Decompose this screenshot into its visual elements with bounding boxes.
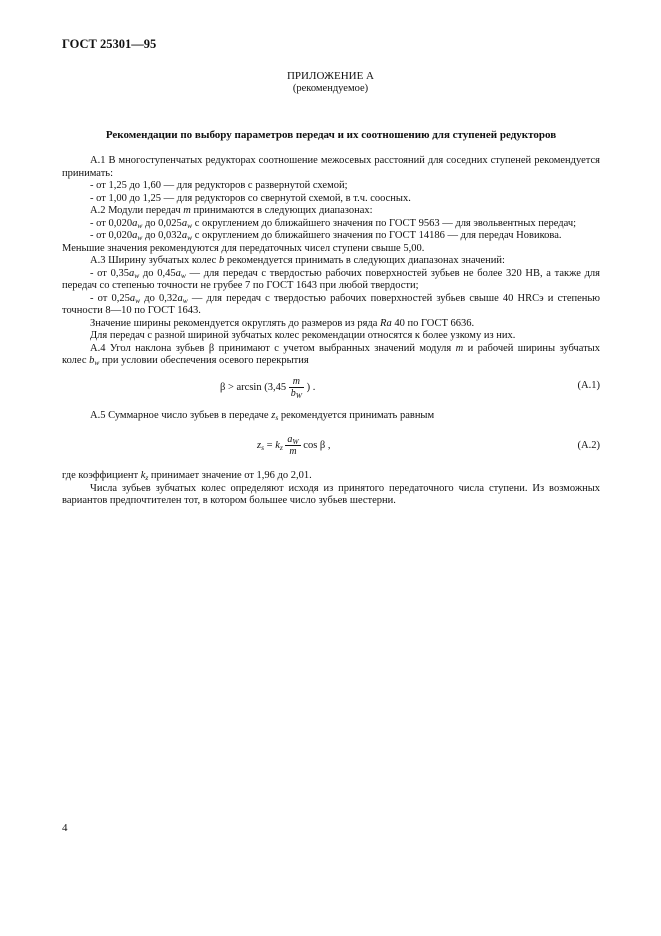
list-item: - от $0,25a_w$ до $0,32a_w$ — для передач с твердостью рабочих поверхностей зубьев свыше 40 HRCэ и степенью точности 8—10 по ГОСТ 1643. xyxy=(62,292,601,316)
appendix-subtitle: (рекомендуемое) xyxy=(292,83,369,94)
document-header: ГОСТ 25301—95 xyxy=(62,37,157,51)
list-item: - от $0,35a_w$ до $0,45a_w$ — для передач с твердостью рабочих поверхностей зубьев не более 320 НВ, а также для передач со степенью точности не грубее 7 по ГОСТ 1643 при любой твердости; xyxy=(62,267,600,291)
paragraph-a2: А.2 Модули передач m принимаются в следующих диапазонах: xyxy=(90,205,373,216)
list-item: - от 1,00 до 1,25 — для редукторов со свернутой схемой, в т.ч. соосных. xyxy=(90,192,411,204)
fraction: $\frac{a_W}{m}$ xyxy=(287,434,299,457)
document-body xyxy=(62,155,600,508)
equation-a1: β > arcsin (3,45 $\frac{m}{b_W}$ ) . (А.1) xyxy=(220,375,600,400)
list-item: - от 1,25 до 1,60 — для редукторов с развернутой схемой; xyxy=(90,180,348,191)
page-number: 4 xyxy=(62,822,68,834)
list-item: - от $0,020a_w$ до $0,032a_w$ с округлением до ближайшего значения по ГОСТ 14186 — для передач Новикова. xyxy=(90,230,562,242)
paragraph-final: Числа зубьев зубчатых колес определяют исходя из принятого передаточного числа ступени. Из возможных вариантов предпочтителен тот, в котором большее число зубьев шестерни. xyxy=(62,482,600,506)
paragraph-a1: А.1 В многоступенчатых редукторах соотношение межосевых расстояний для соседних ступеней рекомендуется принимать: xyxy=(62,155,600,179)
equation-number: (А.2) xyxy=(577,440,600,451)
paragraph-a3-round: Значение ширины рекомендуется округлять до размеров из ряда Ra 40 по ГОСТ 6636. xyxy=(90,317,475,329)
paragraph-coef: где коэффициент $k_z$ принимает значение от 1,96 до 2,01. xyxy=(62,470,312,482)
paragraph-a2-note: Меньшие значения рекомендуются для передаточных чисел ступени свыше 5,00. xyxy=(62,242,425,254)
fraction: $\frac{m}{b_W}$ xyxy=(290,375,302,400)
equation-a2: $z_s = k_z$ $\frac{a_W}{m}$ cos β , (А.2) xyxy=(257,434,600,457)
section-title: Рекомендации по выбору параметров передач и их соотношению для ступеней редукторов xyxy=(105,129,557,141)
paragraph-a4: А.4 Угол наклона зубьев β принимают с учетом выбранных значений модуля m и рабочей ширины зубчатых колес $b_w$ при условии обеспечения осевого перекрытия xyxy=(62,342,600,367)
list-item: - от $0,020a_w$ до $0,025a_w$ с округлением до ближайшего значения по ГОСТ 9563 — для эвольвентных передач; xyxy=(90,217,577,230)
equation-number: (А.1) xyxy=(577,379,600,391)
paragraph-a5: А.5 Суммарное число зубьев в передаче $z_s$ рекомендуется принимать равным xyxy=(90,409,435,422)
paragraph-a3-diff: Для передач с разной шириной зубчатых колес рекомендации относятся к более узкому из них. xyxy=(90,330,516,341)
appendix-title: ПРИЛОЖЕНИЕ А xyxy=(286,70,374,82)
paragraph-a3: А.3 Ширину зубчатых колес b рекомендуется принимать в следующих диапазонах значений: xyxy=(90,255,505,266)
